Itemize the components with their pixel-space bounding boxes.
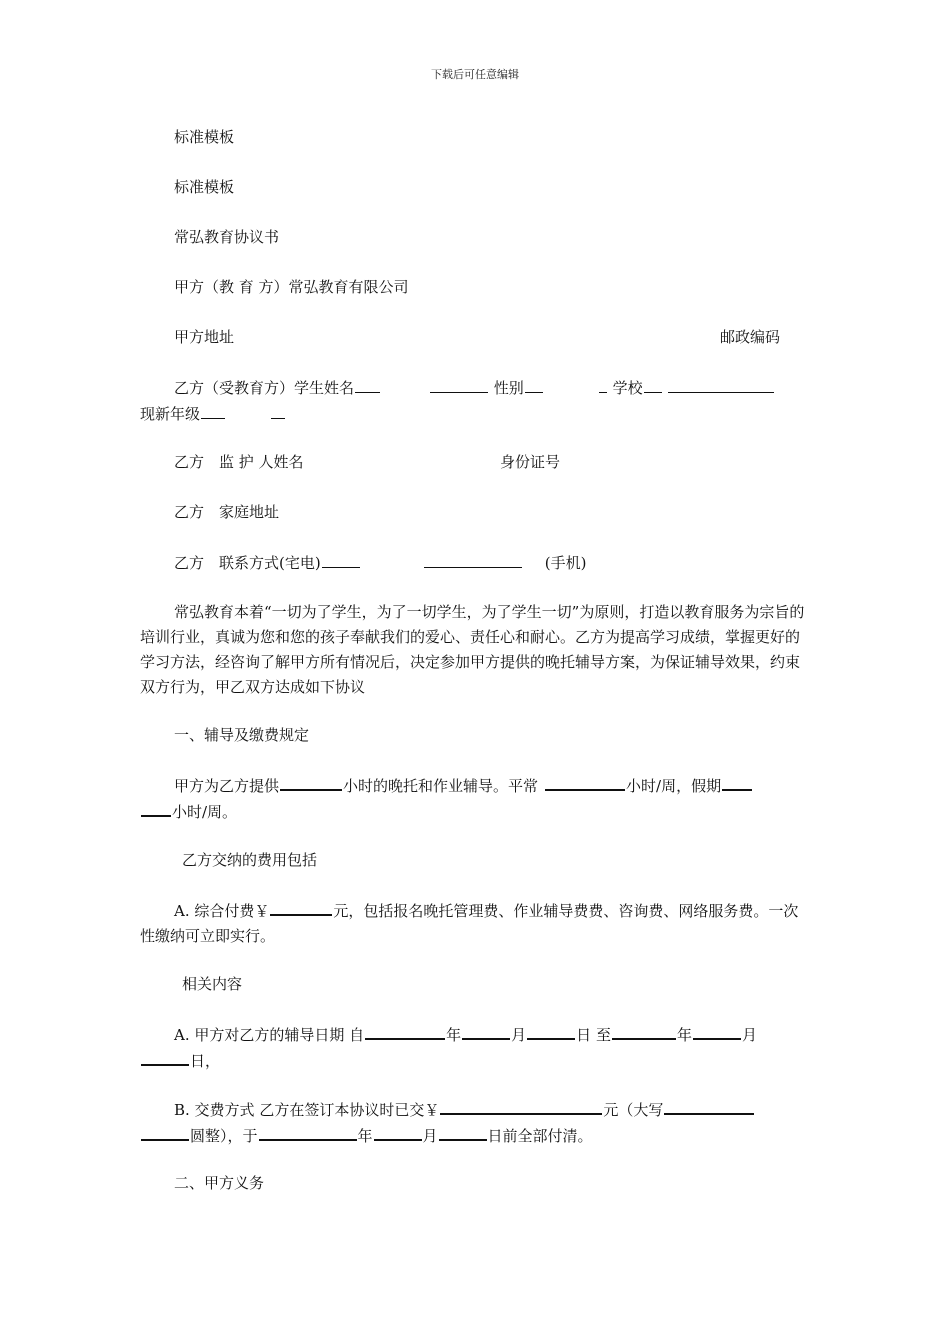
school-blank-1 xyxy=(644,375,662,393)
dates-month-1: 月 xyxy=(511,1026,527,1044)
holiday-hours-blank-1 xyxy=(722,773,752,791)
end-year-blank xyxy=(612,1022,676,1040)
party-b-student-row xyxy=(140,375,812,427)
fee-text-2: 元，包括报名晚托管理费、作业辅导费费、咨询费、网络服务费。一次性缴纳可立即实行。 xyxy=(140,902,799,945)
dates-month-2: 月 xyxy=(741,1026,757,1044)
dates-year-2: 年 xyxy=(676,1026,692,1044)
contact-label: 乙方 联系方式(宅电) xyxy=(174,554,321,572)
tutoring-dates-paragraph xyxy=(140,1022,812,1074)
postal-code-label: 邮政编码 xyxy=(720,328,781,346)
start-year-blank xyxy=(365,1022,445,1040)
hours-text-2: 小时的晚托和作业辅导。平常 xyxy=(343,777,539,795)
due-month-blank xyxy=(374,1123,422,1141)
template-label-2: 标准模板 xyxy=(174,178,235,196)
section-heading-1: 一、辅导及缴费规定 xyxy=(174,726,310,744)
payment-method-paragraph xyxy=(140,1097,812,1149)
end-day-blank xyxy=(141,1048,189,1066)
hours-text-1: 甲方为乙方提供 xyxy=(174,777,280,795)
payment-month: 月 xyxy=(422,1127,438,1145)
school-label: 学校 xyxy=(612,379,643,397)
student-name-blank-1 xyxy=(355,375,380,393)
holiday-hours-blank-2 xyxy=(141,799,171,817)
gender-label: 性别 xyxy=(493,379,524,397)
weekday-hours-blank xyxy=(545,773,625,791)
template-label-1: 标准模板 xyxy=(174,128,235,146)
preamble-paragraph: 常弘教育本着“一切为了学生，为了一切学生，为了学生一切”为原则，打造以教育服务为宗旨的培训行业，真诚为您和您的孩子奉献我们的爱心、责任心和耐心。乙方为提高学习成绩，掌握更好的学习方法，经咨询了解甲方所有情况后，决定参加甲方提供的晚托辅导方案，为保证辅导效果，约束双方行为，甲乙双方达成如下协议 xyxy=(140,603,805,696)
grade-label: 现新年级 xyxy=(140,405,201,423)
home-phone-blank-1 xyxy=(322,550,360,568)
payment-text-4: 日前全部付清。 xyxy=(487,1127,593,1145)
guardian-row xyxy=(140,450,846,475)
end-month-blank xyxy=(693,1022,741,1040)
start-month-blank xyxy=(462,1022,510,1040)
page-header: 下载后可任意编辑 xyxy=(431,68,519,81)
fees-include-label: 乙方交纳的费用包括 xyxy=(182,851,318,869)
hours-text-3: 小时/周，假期 xyxy=(626,777,722,795)
dates-day-2: 日， xyxy=(190,1052,221,1070)
section-heading-2: 二、甲方义务 xyxy=(174,1174,265,1192)
mobile-label: (手机) xyxy=(544,554,587,572)
tutoring-hours-paragraph xyxy=(140,773,812,825)
home-address-label: 乙方 家庭地址 xyxy=(174,503,280,521)
comprehensive-fee-paragraph xyxy=(140,898,812,949)
payment-year: 年 xyxy=(357,1127,373,1145)
party-a-address-row xyxy=(140,325,846,350)
party-a-address-label: 甲方地址 xyxy=(174,328,235,346)
payment-text-3: 圆整），于 xyxy=(190,1127,258,1145)
grade-blank-1 xyxy=(201,401,225,419)
paid-amount-blank xyxy=(440,1097,602,1115)
amount-words-blank-2 xyxy=(141,1123,189,1141)
home-phone-blank-2 xyxy=(424,550,522,568)
amount-words-blank-1 xyxy=(664,1097,754,1115)
start-day-blank xyxy=(527,1022,575,1040)
dates-year-1: 年 xyxy=(446,1026,462,1044)
due-year-blank xyxy=(259,1123,357,1141)
hours-text-4: 小时/周。 xyxy=(172,803,238,821)
document-title: 常弘教育协议书 xyxy=(174,228,280,246)
fee-amount-blank xyxy=(270,898,332,916)
school-blank-2 xyxy=(668,375,774,393)
student-name-blank-2 xyxy=(430,375,488,393)
related-content-label: 相关内容 xyxy=(182,975,243,993)
party-a-name: 甲方（教 育 方）常弘教育有限公司 xyxy=(174,278,409,296)
payment-text-2: 元（大写 xyxy=(603,1101,664,1119)
grade-blank-2 xyxy=(271,401,285,419)
contact-row xyxy=(140,550,846,576)
gender-blank-2 xyxy=(599,375,607,393)
student-name-label: 乙方（受教育方）学生姓名 xyxy=(174,379,355,397)
id-number-label: 身份证号 xyxy=(500,453,561,471)
hours-blank xyxy=(280,773,342,791)
gender-blank xyxy=(525,375,543,393)
due-day-blank xyxy=(439,1123,487,1141)
fee-text-1: A. 综合付费￥ xyxy=(174,902,270,920)
dates-day-1: 日 至 xyxy=(576,1026,611,1044)
payment-text-1: B. 交费方式 乙方在签订本协议时已交￥ xyxy=(174,1101,440,1119)
dates-text-1: A. 甲方对乙方的辅导日期 自 xyxy=(174,1026,365,1044)
guardian-name-label: 乙方 监 护 人姓名 xyxy=(174,453,304,471)
